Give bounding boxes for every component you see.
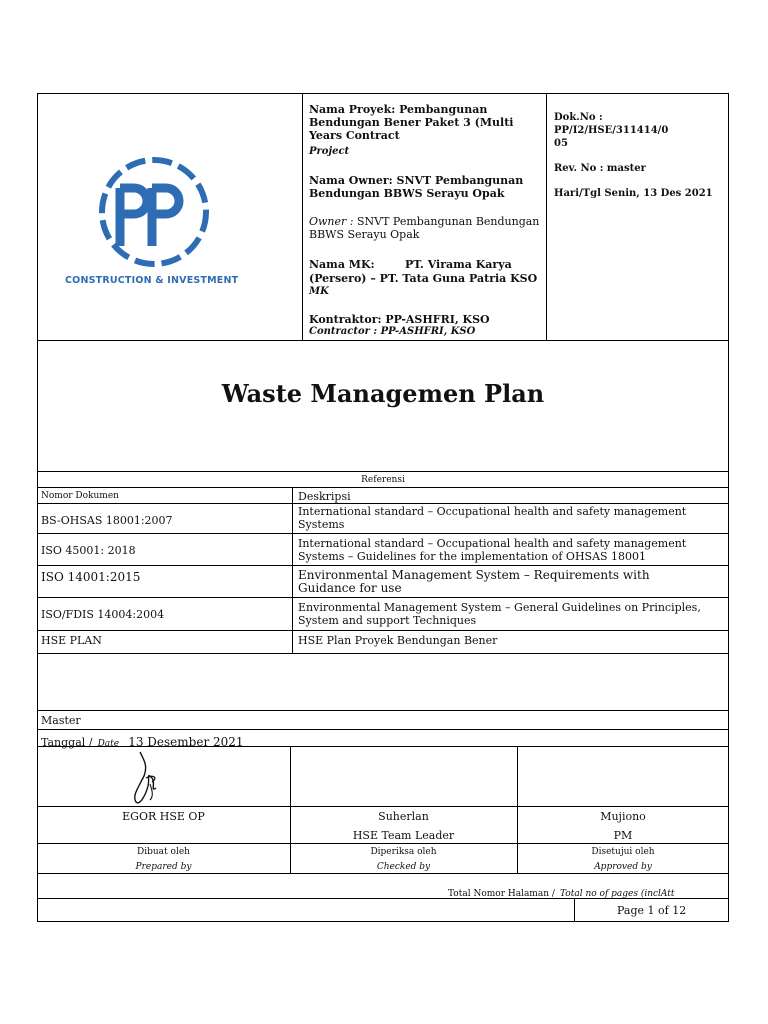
master-row (37, 710, 729, 730)
mk-value-2: (Persero) – PT. Tata Guna Patria KSO (309, 272, 538, 285)
signer-name: Mujiono (600, 810, 646, 823)
ref-row-desc: Environmental Management System – Requirements with Guidance for use (298, 568, 650, 595)
pp-logo-mark (64, 150, 244, 270)
mk-label: Nama MK: (309, 258, 375, 271)
total-pages-label: Total Nomor Halaman / (448, 889, 555, 899)
owner-en (309, 215, 544, 241)
doc-no-value-2: 05 (554, 138, 568, 149)
ref-row-desc: International standard – Occupational health and safety management Systems – Guidelines for the implementation of OHSAS 18001 (298, 537, 687, 563)
prepared-by: Dibuat oleh (137, 847, 190, 857)
owner-en-label: Owner : (309, 215, 354, 228)
doc-no-label: Dok.No : (554, 112, 603, 123)
prepared-by-en: Prepared by (135, 862, 192, 872)
ref-line-7 (37, 653, 729, 654)
pp-logo (64, 150, 244, 300)
tanggal-en: Date (97, 739, 120, 749)
ref-row-desc: International standard – Occupational health and safety management Systems (298, 505, 687, 531)
ref-row-doc: HSE PLAN (41, 634, 102, 647)
ref-row-desc: HSE Plan Proyek Bendungan Bener (298, 634, 498, 647)
page-number-divider (574, 898, 575, 922)
ref-line-2 (37, 503, 729, 504)
ref-row-desc: Environmental Management System – General Guidelines on Principles, System and support Techniques (298, 601, 701, 627)
ref-row-doc: BS-OHSAS 18001:2007 (41, 514, 173, 527)
header-divider-2 (546, 93, 547, 341)
ref-row-doc: ISO 14001:2015 (41, 570, 141, 584)
contractor-en: Contractor : PP-ASHFRI, KSO (309, 326, 476, 337)
references-heading: Referensi (361, 475, 405, 485)
tanggal-label: Tanggal / (41, 736, 93, 749)
doc-no-value-1: PP/I2/HSE/311414/0 (554, 125, 669, 136)
mk-en: MK (309, 286, 329, 297)
project-name: Nama Proyek: Pembangunan Bendungan Bener Paket 3 (Multi Years Contract (309, 103, 514, 142)
header-divider-1 (302, 93, 303, 341)
project-label-en: Project (309, 146, 350, 157)
tanggal-value: 13 Desember 2021 (128, 735, 244, 749)
mk-value-1: PT. Virama Karya (405, 258, 512, 271)
page-number: Page 1 of 12 (617, 904, 687, 917)
rev-no: Rev. No : master (554, 163, 646, 174)
ref-row-doc: ISO/FDIS 14004:2004 (41, 608, 165, 621)
signer-role: PM (613, 829, 633, 842)
signer-name: Suherlan (378, 810, 429, 823)
col-header-desc: Deskripsi (298, 490, 351, 503)
master-label: Master (41, 714, 81, 727)
ref-line-6 (37, 630, 729, 631)
contractor-label: Kontraktor: PP-ASHFRI, KSO (309, 313, 490, 326)
logo-tagline: CONSTRUCTION & INVESTMENT (65, 275, 239, 286)
signer-name: EGOR HSE OP (122, 810, 205, 823)
signature-mark (126, 748, 176, 808)
checked-by: Diperiksa oleh (370, 847, 437, 857)
approved-by: Disetujui oleh (591, 847, 655, 857)
ref-col-divider (292, 487, 293, 653)
owner-name: Nama Owner: SNVT Pembangunan Bendungan BBWS Serayu Opak (309, 174, 524, 200)
owner-en-value: SNVT Pembangunan Bendungan BBWS Serayu Opak (309, 215, 540, 241)
checked-by-en: Checked by (376, 862, 431, 872)
ref-line-3 (37, 533, 729, 534)
signer-role: HSE Team Leader (352, 829, 455, 842)
total-pages-en: Total no of pages (inclAtt (560, 889, 675, 899)
header-date: Hari/Tgl Senin, 13 Des 2021 (554, 188, 713, 199)
document-title: Waste Managemen Plan (221, 379, 545, 408)
ref-line-1 (37, 487, 729, 488)
ref-line-4 (37, 565, 729, 566)
sig-line-2 (37, 843, 729, 844)
ref-line-5 (37, 597, 729, 598)
approved-by-en: Approved by (594, 862, 652, 872)
col-header-doc: Nomor Dokumen (41, 491, 119, 501)
ref-row-doc: ISO 45001: 2018 (41, 544, 136, 557)
